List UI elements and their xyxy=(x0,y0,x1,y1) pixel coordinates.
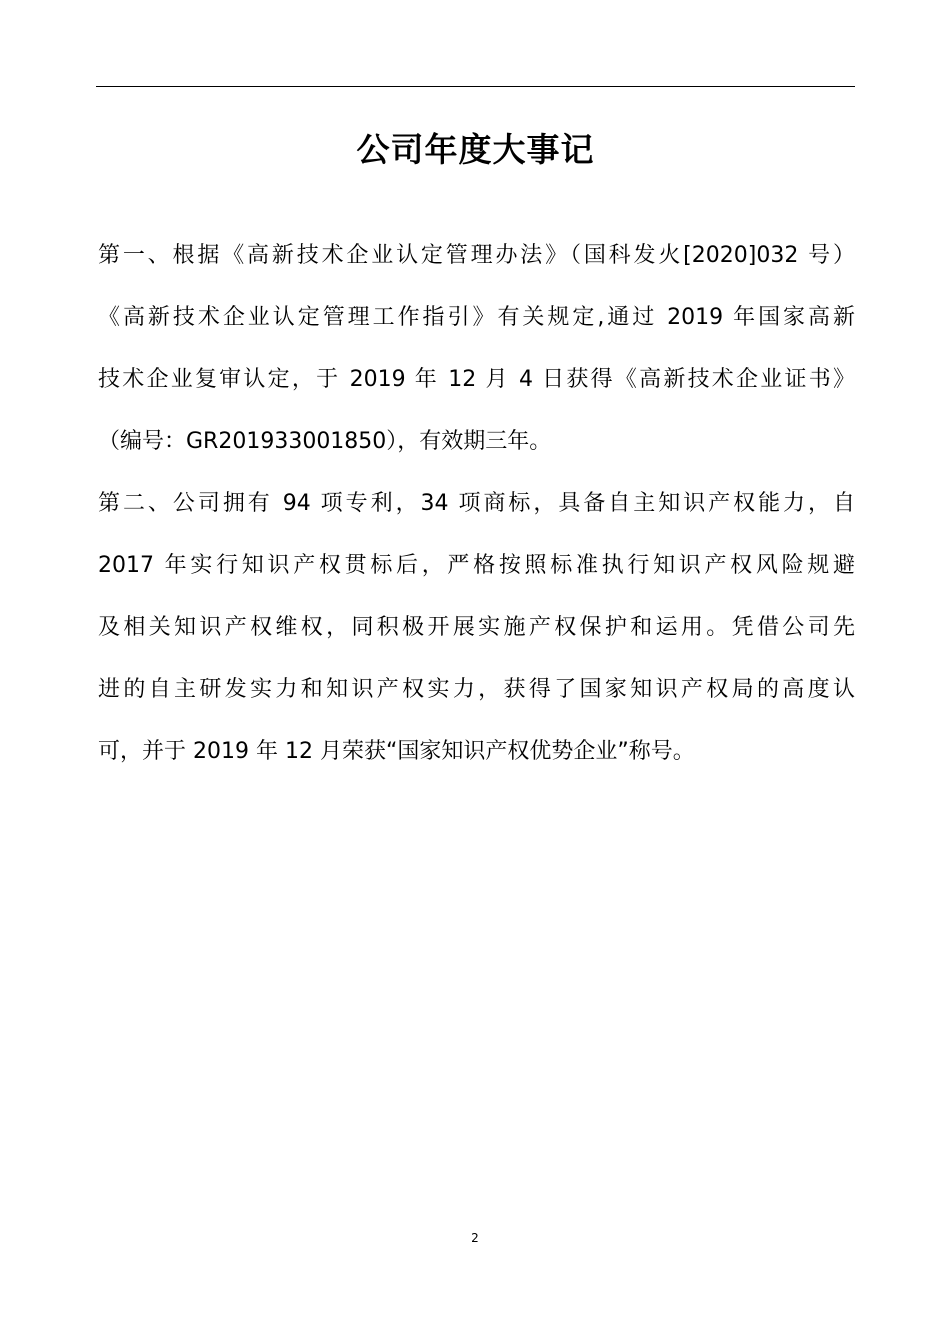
paragraph-1-line-1: 第一、根据《高新技术企业认定管理办法》（国科发火[2020]032 号） xyxy=(98,243,856,268)
paragraph-2-line-1: 第二、公司拥有 94 项专利，34 项商标，具备自主知识产权能力，自 xyxy=(98,491,855,516)
paragraph-2-line-2: 2017 年实行知识产权贯标后，严格按照标准执行知识产权风险规避 xyxy=(98,553,855,578)
paragraph-1-line-2: 《高新技术企业认定管理工作指引》有关规定,通过 2019 年国家高新 xyxy=(98,305,855,330)
header-rule xyxy=(96,86,855,87)
paragraph-1-line-4: （编号：GR201933001850），有效期三年。 xyxy=(98,429,552,454)
document-body xyxy=(98,225,855,783)
page-number: 2 xyxy=(471,1231,479,1245)
paragraph-2-line-5: 可，并于 2019 年 12 月荣获“国家知识产权优势企业”称号。 xyxy=(98,739,695,764)
page-title: 公司年度大事记 xyxy=(356,130,595,169)
paragraph-2-line-4: 进的自主研发实力和知识产权实力，获得了国家知识产权局的高度认 xyxy=(98,677,855,702)
paragraph-1-line-3: 技术企业复审认定，于 2019 年 12 月 4 日获得《高新技术企业证书》 xyxy=(98,367,855,392)
paragraph-2-line-3: 及相关知识产权维权，同积极开展实施产权保护和运用。凭借公司先 xyxy=(98,615,855,640)
